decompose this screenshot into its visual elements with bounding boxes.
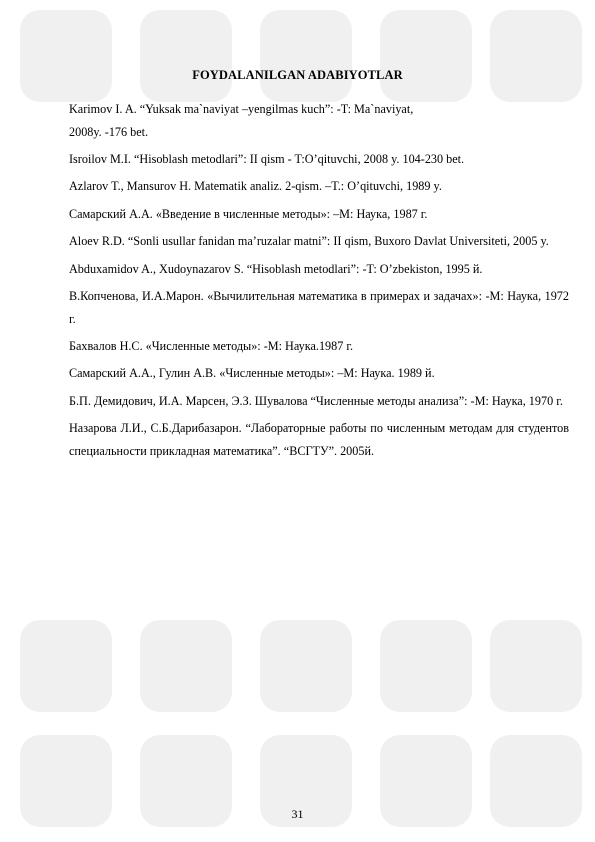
reference-item: Azlarov T., Mansurov H. Matematik analiz. 2-qism. –T.: O’qituvchi, 1989 y. (69, 179, 442, 194)
reference-item: Бахвалов Н.С. «Численные методы»: -М: Наука.1987 г. (69, 338, 354, 353)
reference-item: Aloev R.D. “Sonli usullar fanidan ma’ruzalar matni”: II qism, Buxoro Davlat Universiteti, 2005 y. (69, 234, 549, 249)
reference-item: Самарский А.А., Гулин А.В. «Численные методы»: –М: Наука. 1989 й. (69, 366, 435, 381)
reference-item: Назарова Л.И., С.Б.Дарибазарон. “Лабораторные работы по численным методам для студентов специальности прикладная математика”. “ВСГТУ”. 2005й. (69, 421, 569, 458)
watermark-tile (260, 10, 352, 102)
watermark-tile (490, 10, 582, 102)
watermark-tile (490, 620, 582, 712)
watermark-tile (20, 620, 112, 712)
reference-item: 2008y. -176 bet. (69, 124, 149, 139)
page-title: FOYDALANILGAN ADABIYOTLAR (192, 68, 403, 82)
reference-item: Karimov I. A. “Yuksak ma`naviyat –yengilmas kuch”: -T: Ma`naviyat, (69, 102, 414, 116)
reference-item: Isroilov M.I. “Hisoblash metodlari”: II qism - T:O’qituvchi, 2008 y. 104-230 bet. (69, 151, 465, 166)
watermark-tile (380, 10, 472, 102)
reference-list (69, 98, 569, 462)
reference-item: Abduxamidov A., Xudoynazarov S. “Hisoblash metodlari”: -T: O’zbekiston, 1995 й. (69, 261, 483, 276)
watermark-tile (380, 620, 472, 712)
watermark-tile (260, 620, 352, 712)
reference-item: Б.П. Демидович, И.А. Марсен, Э.З. Шувалова “Численные методы анализа”: -М: Наука, 1970 г. (69, 393, 563, 408)
watermark-tile (140, 10, 232, 102)
watermark-tile (140, 620, 232, 712)
watermark-tile (20, 10, 112, 102)
reference-item: В.Копченова, И.А.Марон. «Вычилительная математика в примерах и задачах»: -М: Наука, 1972 г. (69, 288, 569, 326)
page-number: 31 (291, 807, 304, 821)
reference-item: Самарский А.А. «Введение в численные методы»: –М: Наука, 1987 г. (69, 206, 428, 221)
